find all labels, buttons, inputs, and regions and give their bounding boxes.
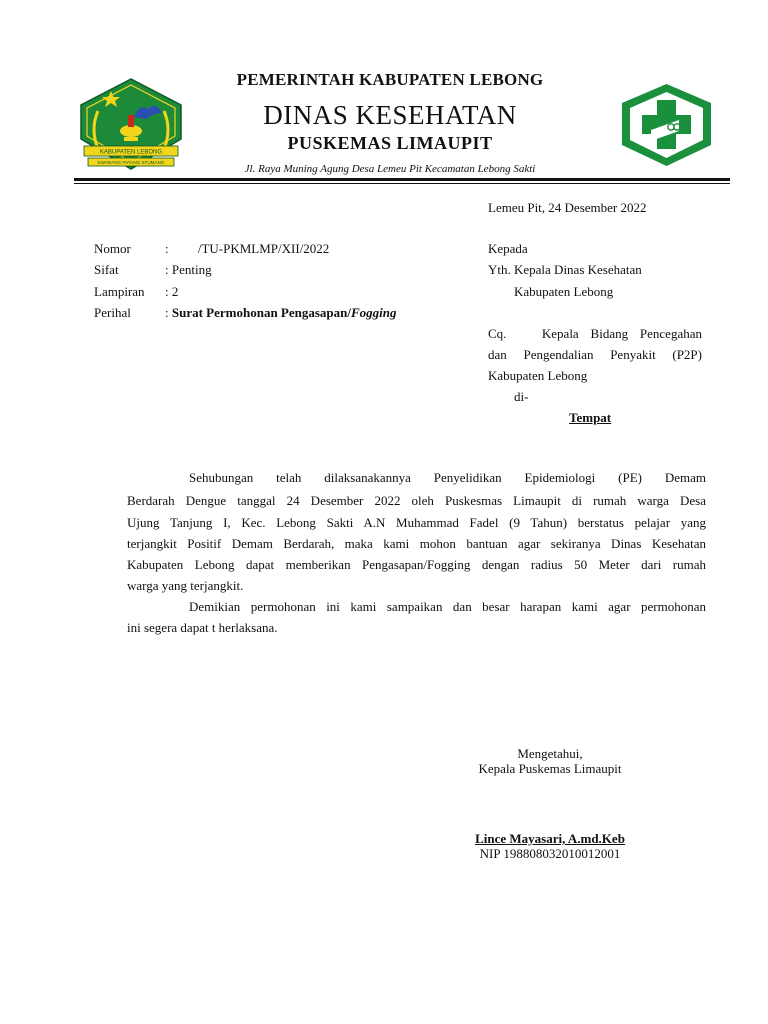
body-line: Demikian permohonan ini kami sampaikan dan besar harapan kami agar permohonan: [189, 599, 706, 614]
subject: [165, 305, 397, 321]
subject-italic: Fogging: [351, 305, 397, 320]
agency-name: DINAS KESEHATAN: [263, 100, 517, 130]
emblem-banner-bottom-text: SWARANG PATANG STUMANG: [97, 160, 165, 165]
body-line: Sehubungan telah dilaksanakannya Penyelidikan Epidemiologi (PE) Demam: [189, 470, 706, 485]
place-date: Lemeu Pit, 24 Desember 2022: [488, 200, 647, 215]
body-line: terjangkit Positif Demam Berdarah, maka kami mohon bantuan agar sekiranya Dinas Kesehatan: [127, 536, 706, 551]
meta-row-perihal: [94, 305, 454, 321]
body-line: warga yang terjangkit.: [127, 578, 244, 593]
header-rule-thin: [74, 183, 730, 184]
body-line: Berdarah Dengue tanggal 24 Desember 2022 oleh Puskesmas Limaupit di rumah warga Desa: [127, 493, 706, 508]
government-name: PEMERINTAH KABUPATEN LEBONG: [236, 70, 544, 89]
signature-name: Lince Mayasari, A.md.Keb: [475, 831, 625, 846]
meta-label: Lampiran: [94, 284, 145, 299]
signature-acknowledged: Mengetahui,: [517, 746, 583, 761]
puskesmas-cross-emblem-icon: [619, 82, 714, 168]
emblem-banner-top-text: KABUPATEN LEBONG: [99, 149, 163, 156]
unit-name: PUSKEMAS LIMAUPIT: [287, 133, 493, 153]
recipient-cq-region: Kabupaten Lebong: [488, 368, 588, 383]
meta-row-nomor: [94, 241, 454, 257]
recipient-region: Kabupaten Lebong: [514, 284, 614, 299]
signature-nip: NIP 198808032010012001: [479, 846, 621, 861]
body-line: ini segera dapat t herlaksana.: [127, 620, 278, 635]
meta-label: Sifat: [94, 262, 119, 277]
meta-label: Perihal: [94, 305, 131, 320]
meta-value: : Penting: [165, 262, 212, 277]
meta-value: : 2: [165, 284, 179, 299]
kabupaten-lebong-emblem-icon: [76, 77, 186, 173]
recipient-di: di-: [514, 389, 529, 404]
recipient-cq: Cq. Kepala Bidang Pencegahan: [488, 326, 702, 341]
meta-label: Nomor: [94, 241, 131, 256]
subject-text: Surat Permohonan Pengasapan/: [171, 305, 352, 320]
recipient-kepada: Kepada: [488, 241, 528, 256]
header-rule-thick: [74, 178, 730, 181]
meta-value: : /TU-PKMLMP/XII/2022: [165, 241, 330, 256]
subject-prefix: :: [165, 305, 172, 320]
recipient-cq-division: dan Pengendalian Penyakit (P2P): [488, 347, 702, 362]
body-line: Kabupaten Lebong dapat memberikan Pengasapan/Fogging dengan radius 50 Meter dari rumah: [127, 557, 706, 572]
recipient-tempat: Tempat: [569, 410, 612, 425]
meta-row-lampiran: [94, 284, 454, 300]
meta-row-sifat: [94, 262, 454, 278]
signature-title: Kepala Puskemas Limaupit: [478, 761, 622, 776]
address: Jl. Raya Muning Agung Desa Lemeu Pit Kecamatan Lebong Sakti: [244, 163, 536, 175]
recipient-title: Yth. Kepala Dinas Kesehatan: [488, 262, 642, 277]
body-line: Ujung Tanjung I, Kec. Lebong Sakti A.N Muhammad Fadel (9 Tahun) berstatus pelajar yang: [127, 515, 706, 530]
